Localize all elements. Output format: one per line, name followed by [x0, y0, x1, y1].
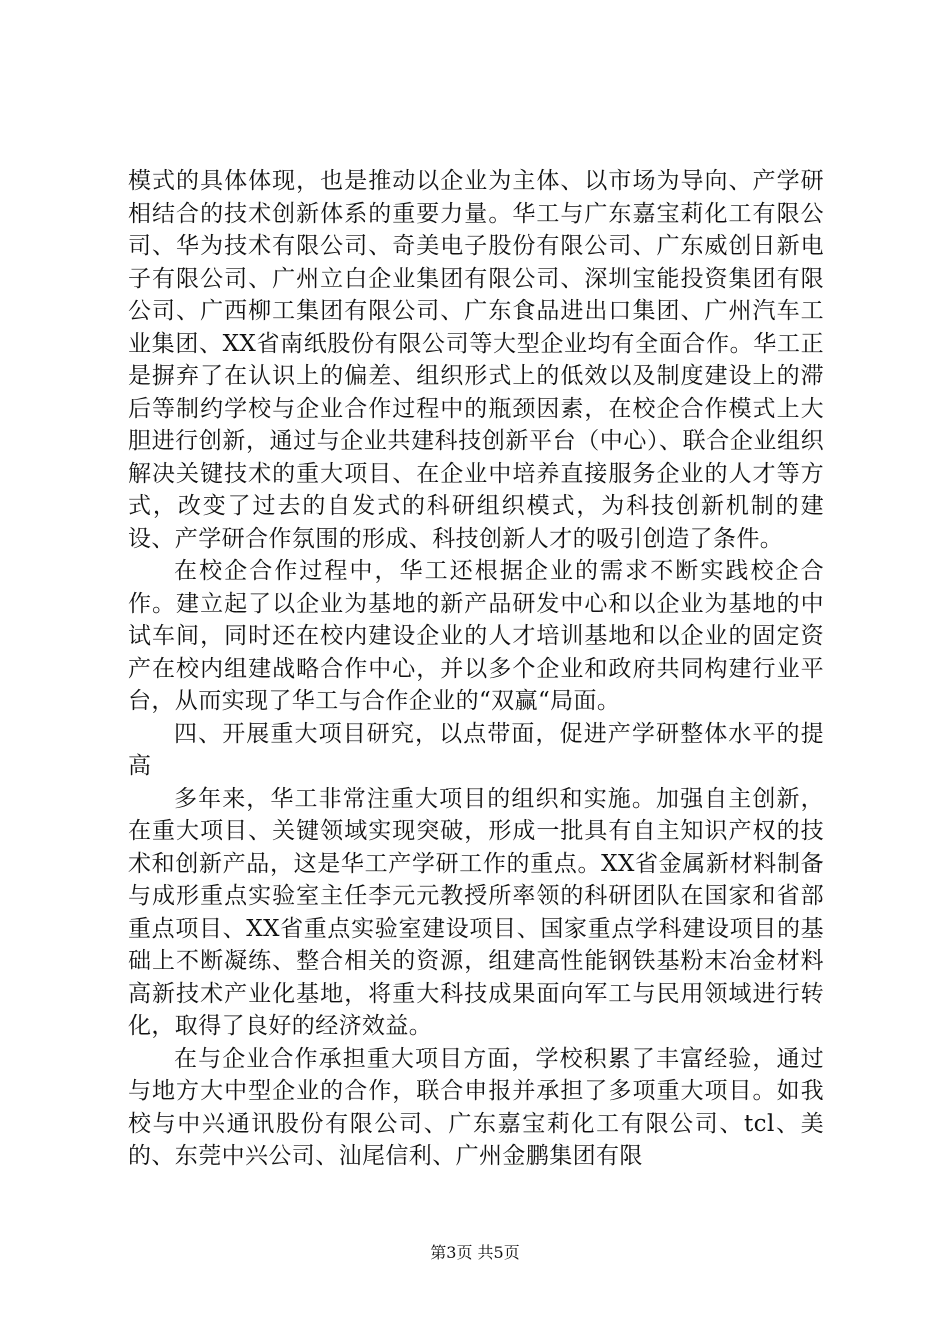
page-number: 第3页 共5页 [430, 1243, 520, 1262]
paragraph-4: 在与企业合作承担重大项目方面，学校积累了丰富经验，通过与地方大中型企业的合作，联合申报并承担了多项重大项目。如我校与中兴通讯股份有限公司、广东嘉宝莉化工有限公司、tcl、美的、东莞中兴公司、汕尾信利、广州金鹏集团有限 [128, 1045, 824, 1169]
page-footer [0, 1243, 950, 1263]
paragraph-3: 多年来，华工非常注重大项目的组织和实施。加强自主创新，在重大项目、关键领域实现突破，形成一批具有自主知识产权的技术和创新产品，这是华工产学研工作的重点。XX省金属新材料制备与成形重点实验室主任李元元教授所率领的科研团队在国家和省部重点项目、XX省重点实验室建设项目、国家重点学科建设项目的基础上不断凝练、整合相关的资源，组建高性能钢铁基粉末冶金材料高新技术产业化基地，将重大科技成果面向军工与民用领域进行转化，取得了良好的经济效益。 [128, 785, 824, 1039]
section-heading: 四、开展重大项目研究，以点带面，促进产学研整体水平的提高 [128, 720, 824, 779]
paragraph-1: 模式的具体体现，也是推动以企业为主体、以市场为导向、产学研相结合的技术创新体系的重要力量。华工与广东嘉宝莉化工有限公司、华为技术有限公司、奇美电子股份有限公司、广东威创日新电子有限公司、广州立白企业集团有限公司、深圳宝能投资集团有限公司、广西柳工集团有限公司、广东食品进出口集团、广州汽车工业集团、XX省南纸股份有限公司等大型企业均有全面合作。华工正是摒弃了在认识上的偏差、组织形式上的低效以及制度建设上的滞后等制约学校与企业合作过程中的瓶颈因素，在校企合作模式上大胆进行创新，通过与企业共建科技创新平台（中心）、联合企业组织解决关键技术的重大项目、在企业中培养直接服务企业的人才等方式，改变了过去的自发式的科研组织模式，为科技创新机制的建设、产学研合作氛围的形成、科技创新人才的吸引创造了条件。 [128, 168, 824, 552]
document-body [128, 165, 824, 1173]
paragraph-2: 在校企合作过程中，华工还根据企业的需求不断实践校企合作。建立起了以企业为基地的新产品研发中心和以企业为基地的中试车间，同时还在校内建设企业的人才培训基地和以企业的固定资产在校内组建战略合作中心，并以多个企业和政府共同构建行业平台，从而实现了华工与合作企业的“双赢“局面。 [128, 558, 824, 714]
